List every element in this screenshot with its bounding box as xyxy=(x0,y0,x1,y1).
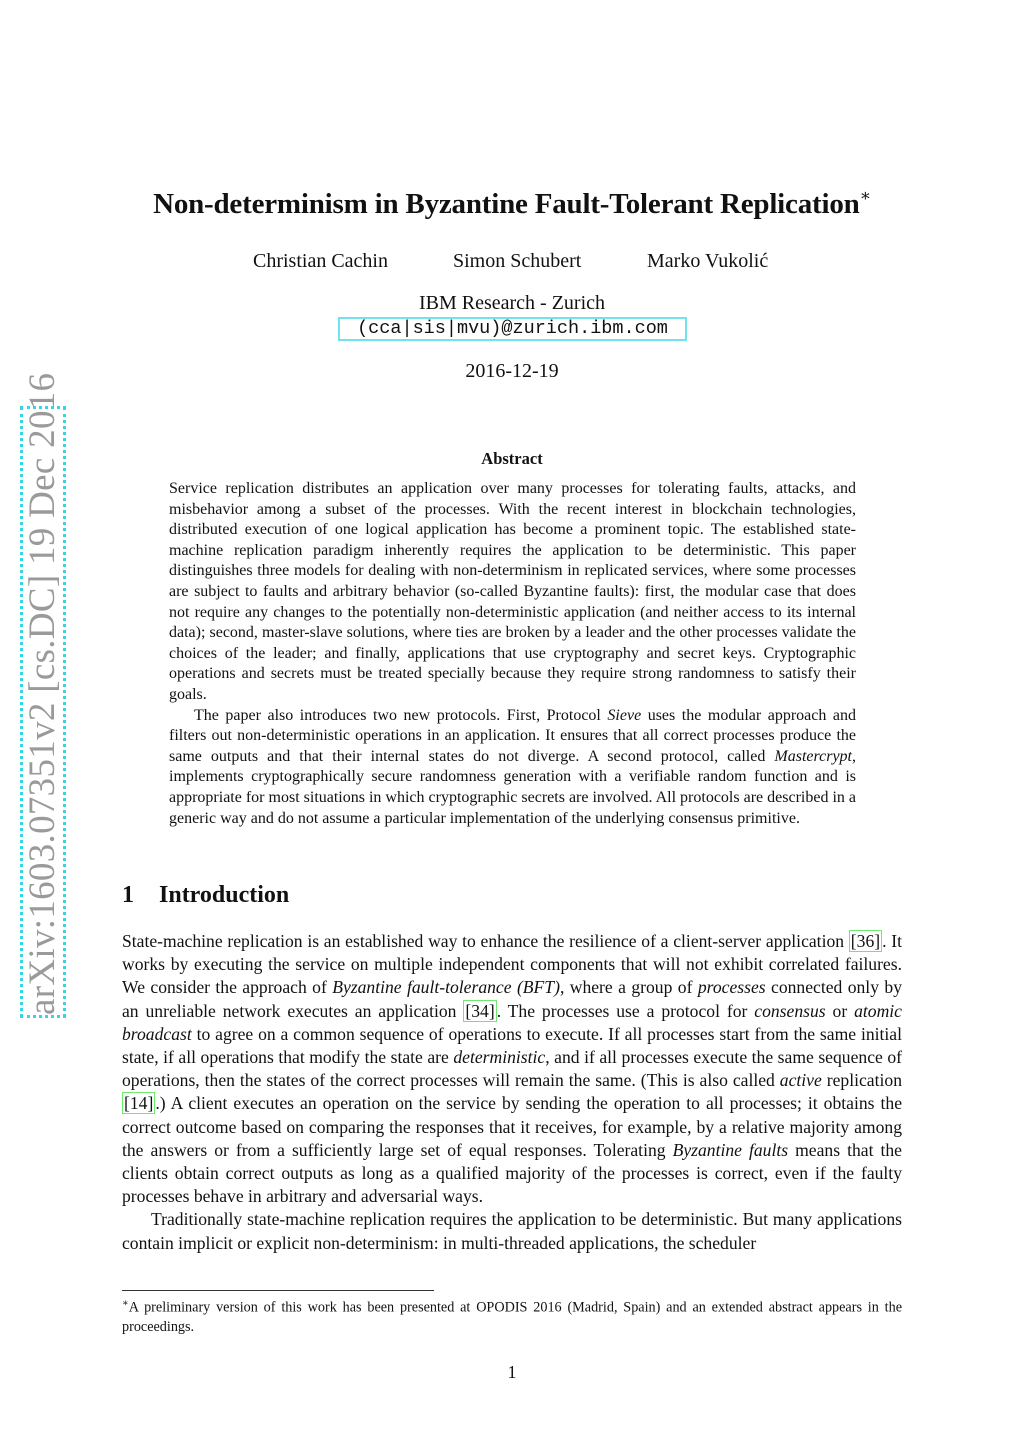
section-heading-introduction xyxy=(122,882,289,909)
intro-emphasis: Byzantine faults xyxy=(672,1139,789,1160)
protocol-name-sieve: Sieve xyxy=(607,706,642,724)
intro-paragraph-2: Traditionally state-machine replication requires the application to be deterministic. But many applications contain implicit or explicit non-determinism: in multi-threaded applications, the scheduler xyxy=(122,1209,902,1253)
abstract-body xyxy=(169,479,856,829)
intro-emphasis: atomic broadcast xyxy=(122,1000,902,1044)
introduction-body xyxy=(122,930,902,1255)
arxiv-identifier-stamp[interactable]: arXiv:1603.07351v2 [cs.DC] 19 Dec 2016 xyxy=(20,406,66,1018)
footnote-divider xyxy=(122,1290,434,1291)
abstract-text: uses the modular approach and filters out non-deterministic operations in an application. It ensures that all correct processes produce the same outputs and that their internal states do not diverge. A second protocol, called xyxy=(169,706,857,765)
intro-emphasis: consensus xyxy=(754,1000,826,1021)
intro-text: . The processes use a protocol for xyxy=(496,1000,755,1021)
citation-link-14[interactable]: [14] xyxy=(124,1093,154,1114)
protocol-name-mastercrypt: Mastercrypt xyxy=(774,747,852,765)
paper-date: 2016-12-19 xyxy=(465,360,559,382)
paper-title-text: Non-determinism in Byzantine Fault-Tolerant Replication xyxy=(153,188,860,220)
citation-link-34[interactable]: [34] xyxy=(465,1000,495,1021)
intro-text: , and if all processes execute the same sequence of operations, then the states of the correct processes will remain the same. (This is also called xyxy=(122,1047,902,1091)
abstract-heading: Abstract xyxy=(481,449,543,468)
intro-text: State-machine replication is an established way to enhance the resilience of a client-server application xyxy=(122,931,849,951)
intro-text: to agree on a common sequence of operations to execute. If all processes start from the same initial state, if all operations that modify the state are xyxy=(122,1023,902,1068)
author-3: Marko Vukolić xyxy=(647,250,769,272)
intro-text: means that the clients obtain correct outputs as long as a qualified majority of the processes is correct, even if the faulty processes behave in arbitrary and adversarial ways. xyxy=(122,1139,902,1207)
paper-title xyxy=(0,188,1024,221)
intro-emphasis: processes xyxy=(697,977,766,998)
footnote-text: A preliminary version of this work has been presented at OPODIS 2016 (Madrid, Spain) and an extended abstract appears in the proceedings. xyxy=(122,1299,902,1336)
affiliation: IBM Research - Zurich xyxy=(418,292,606,314)
intro-text: replication xyxy=(821,1070,902,1091)
intro-paragraph-1 xyxy=(122,930,902,1208)
footnote xyxy=(122,1294,902,1338)
intro-emphasis: active xyxy=(779,1070,822,1091)
abstract-paragraph-1: Service replication distributes an application over many processes for tolerating faults, attacks, and misbehavior among a subset of the processes. With the recent interest in blockchain technologies, distributed execution of one logical application has become a prominent topic. The established state-machine replication paradigm inherently requires the application to be deterministic. This paper distinguishes three models for dealing with non-determinism in replicated services, where some processes are subject to faults and arbitrary behavior (so-called Byzantine faults): first, the modular case that does not require any changes to the potentially non-deterministic application (and neither access to its internal data); second, master-slave solutions, where ties are broken by a leader and the other processes validate the choices of the leader; and finally, applications that use cryptography and secret keys. Cryptographic operations and secrets must be treated specially because they require strong randomness to satisfy their goals. xyxy=(169,480,856,703)
author-2: Simon Schubert xyxy=(453,250,582,272)
email-link[interactable]: (cca|sis|mvu)@zurich.ibm.com xyxy=(338,317,687,341)
section-title: Introduction xyxy=(159,882,290,908)
abstract-text: , implements cryptographically secure randomness generation with a verifiable random function and is appropriate for most situations in which cryptographic secrets are involved. All protocols are described in a generic way and do not assume a particular implementation of the underlying consensus primitive. xyxy=(169,747,856,827)
abstract-text: The paper also introduces two new protocols. First, Protocol xyxy=(194,706,608,724)
page-number: 1 xyxy=(507,1362,517,1382)
intro-emphasis: deterministic xyxy=(453,1047,546,1068)
section-number: 1 xyxy=(122,882,134,908)
title-footnote-marker[interactable]: ∗ xyxy=(859,186,871,205)
citation-link-36[interactable]: [36] xyxy=(850,931,881,951)
intro-text: .) A client executes an operation on the service by sending the operation to all processes; it obtains the correct outcome based on comparing the responses that it receives, for example, by a relative majority among the answers or from a sufficiently large set of equal responses. Tolerating xyxy=(122,1093,902,1160)
abstract-paragraph-2 xyxy=(169,706,856,830)
intro-emphasis: Byzantine fault-tolerance (BFT) xyxy=(332,977,560,998)
intro-text: , where a group of xyxy=(559,977,698,998)
intro-text: or xyxy=(825,1000,855,1021)
footnote-marker: ∗ xyxy=(122,1298,129,1309)
intro-text: . It works by executing the service on multiple independent components that will not exhibit correlated failures. We consider the approach of xyxy=(122,931,902,998)
intro-text: connected only by an unreliable network executes an application xyxy=(122,977,902,1021)
author-1: Christian Cachin xyxy=(253,250,388,272)
